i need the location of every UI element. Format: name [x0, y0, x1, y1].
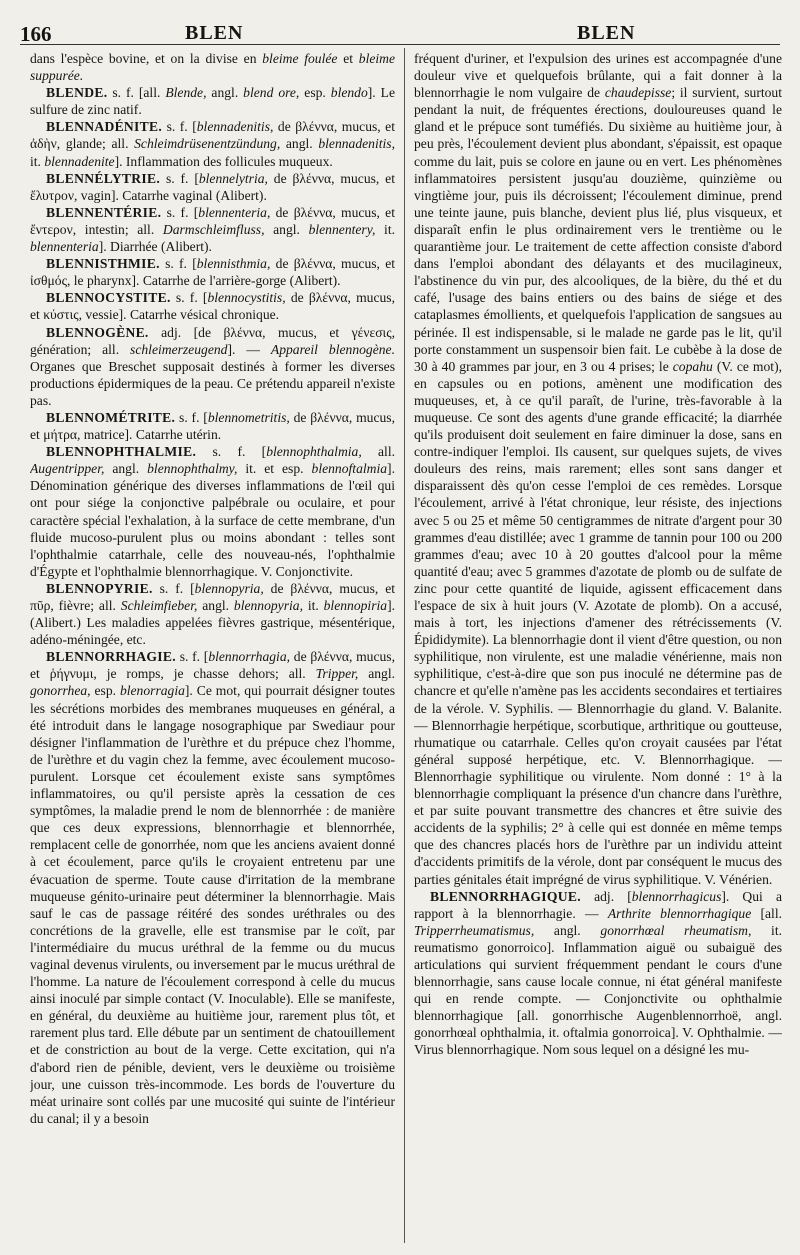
entry-italic-text: blennophthalmia, [266, 444, 362, 460]
dictionary-entry [30, 648, 395, 1127]
entry-text: it. [30, 153, 45, 169]
entry-text: ]. (Alibert.) Les maladies appelées fièvres gastrique, mésentérique, adéno-méningée, etc. [30, 598, 395, 648]
entry-text: s. f. [ [196, 444, 267, 460]
entry-italic-text: gonorrhea, [30, 683, 91, 699]
entry-text: s. f. [all. [107, 85, 166, 101]
entry-italic-text: blennisthmia, [196, 256, 271, 272]
entry-text: s. f. [ [175, 649, 209, 665]
entry-text: [all. [751, 905, 782, 921]
entry-text: de βλέννα, mucus, et πῦρ, fièvre; all. [30, 580, 395, 613]
entry-text: angl. [104, 461, 148, 477]
entry-text: s. f. [ [161, 204, 199, 220]
entry-headword: BLENNOPHTHALMIE. [46, 444, 197, 460]
entry-italic-text: blennenteria [30, 239, 99, 255]
entry-italic-text: blennorrhagia, [208, 649, 291, 665]
entry-text: angl. [534, 922, 601, 938]
entry-headword: BLENNOCYSTITE. [46, 290, 171, 306]
entry-italic-text: blennadenite [44, 153, 115, 169]
entry-italic-text: gonorrhœal rheumatism, [600, 922, 752, 938]
entry-italic-text: blennentery, [308, 221, 376, 237]
entry-text: it. [375, 221, 395, 237]
entry-italic-text: blennelytria, [198, 170, 268, 186]
entry-text: de βλέννα, mucus, et ἀδὴν, glande; all. [30, 119, 395, 152]
right-column [414, 50, 782, 1245]
entry-text: dans l'espèce bovine, et on la divise en [30, 51, 263, 66]
entry-text: s. f. [ [175, 409, 208, 425]
entry-text: de βλέννα, mucus, et μήτρα, matrice]. Catarrhe utérin. [30, 409, 395, 443]
entry-text: ]. Le sulfure de zinc natif. [30, 85, 395, 118]
entry-text: esp. [90, 683, 120, 699]
continued-paragraph [414, 50, 782, 888]
header-rule [20, 44, 780, 45]
entry-italic-text: blendo [330, 85, 368, 101]
entry-text: s. f. [ [159, 256, 197, 272]
entry-text: ]. Qui a rapport à la blennorrhagie. — [414, 888, 782, 921]
entry-italic-text: schleimerzeugend [130, 341, 228, 357]
dictionary-entry [30, 204, 395, 255]
entry-text: s. f. [ [162, 119, 197, 135]
entry-italic-text: blennopyria, [233, 598, 303, 613]
dictionary-entry [30, 255, 395, 289]
entry-italic-text: blennophthalmy, [147, 461, 238, 477]
entry-text: de βλέννα, mucus, et ἰσθμός, le pharynx]. Catarrhe de l'arrière-gorge (Alibert). [30, 256, 395, 289]
entry-italic-text: bleime foulée [262, 51, 338, 66]
entry-text: de βλέννα, mucus, et ἔντερον, intestin; all. [30, 204, 395, 237]
dictionary-entry [30, 580, 395, 648]
continued-paragraph [30, 50, 395, 84]
dictionary-entry [30, 289, 395, 323]
entry-text: Organes que Breschet supposait destinés à former les diverses productions épidermiques de la peau. Ce prétendu appareil n'existe pas. [30, 358, 395, 408]
entry-italic-text: Augentripper, [30, 461, 105, 477]
entry-italic-text: chaudepisse [604, 85, 672, 101]
entry-text: it. et esp. [237, 461, 312, 477]
entry-text: s. f. [ [170, 290, 208, 306]
entry-text: it. reumatismo gonorroico]. Inflammation aiguë ou subaiguë des articulations qui survient fréquemment pendant le cours d'une blennorrhagie, sans cause locale connue, ni état général manifeste qui en rende compte. — Conjonctivite ou ophthalmie blennorrhagique [all. gonorrhische Augenblennorrhoë, angl. gonorrhœal ophthalmia, it. oftalmia gonorroica]. V. Ophthalmie. — Virus blennorrhagique. Nom sous lequel on a désigné les mu- [414, 922, 782, 1058]
entry-headword: BLENNORRHAGIQUE. [430, 888, 581, 904]
running-head-left: BLEN [185, 22, 244, 44]
entry-headword: BLENDE. [46, 85, 108, 101]
entry-text: (V. ce mot), en capsules ou en potions, amènent une modification des muqueuses, et, à ce qu'il paraît, de l'urine, très-favorable à la muqueuse. Ce sont des agents d'une grande efficacité; la diarrhée qu'ils produisent doit seulement en faire diminuer la dose, sans en contre-indiquer l'emploi. Ils causent, sur quelques sujets, de vives douleurs des reins, mais rarement; elles sont sans danger et disparaissent dès qu'on cesse l'emploi de ces remèdes. Lorsque l'écoulement, arrivé à l'état chronique, leur résiste, des injections avec 5 ou 25 et même 50 centigrammes de nitrate d'argent pour 30 grammes d'eau distillée; avec 1 gramme de tannin pour 100 ou 200 grammes d'eau; avec 10 à 20 gouttes d'alcool pour la même quantité d'eau; avec 5 grammes d'azotate de plomb ou de sulfate de zinc pour cette quantité de liquide, agissent efficacement dans l'espace de six à huit jours (V. Azotate de plomb). On a accusé, mais à tort, les injections d'amener des rétrécissements (V. Épididymite). La blennorrhagie dont il vient d'être question, ou non syphilitique, non virulente, est une maladie vénérienne, mais non syphilitique, c'est-à-dire que son pus inoculé ne détermine pas de chancre et qu'elle n'amène pas les accidents secondaires et tertiaires de la vérole. V. Syphilis. — Blennorrhagie du gland. V. Balanite. — Blennorrhagie herpétique, scorbutique, arthritique ou goutteuse, rhumatique ou catarrhale. Celles qu'on croyait causées par l'état général supposé herpétique, etc. V. Blennorrhagique. — Blennorrhagie syphilitique ou virulente. Nom donné : 1° à la blennorrhagie compliquant la présence d'un chancre dans l'urèthre, et par suite pouvant transmettre des chancres et être suivie des accidents de la syphilis; 2° à celle qui est donnée en même temps que des chancres placés hors de l'urèthre par un individu atteint d'accidents primitifs de la vérole, dont par conséquent le mucus des parties génitales était imprégné de virus syphilitique. V. Vénérien. [414, 358, 782, 887]
dictionary-entry [30, 409, 395, 443]
entry-italic-text: Appareil blennogène. [270, 341, 395, 357]
entry-text: ]. — [227, 341, 271, 357]
page-number: 166 [20, 22, 52, 46]
entry-italic-text: blennocystitis, [207, 290, 286, 306]
entry-text: ]. Diarrhée (Alibert). [98, 239, 212, 255]
entry-text: angl. [264, 221, 309, 237]
dictionary-entry [414, 888, 782, 1059]
entry-italic-text: Arthrite blennorrhagique [607, 905, 752, 921]
entry-text: angl. [280, 136, 319, 152]
entry-headword: BLENNISTHMIE. [46, 256, 160, 272]
entry-text: de βλέννα, mucus, et κύστις, vessie]. Catarrhe vésical chronique. [30, 290, 395, 323]
entry-headword: BLENNORRHAGIE. [46, 649, 176, 665]
entry-italic-text: blennorrhagicus [631, 888, 722, 904]
entry-text: de βλέννα, mucus, et ἔλυτρον, vagin]. Catarrhe vaginal (Alibert). [30, 170, 395, 203]
dictionary-entry [30, 118, 395, 169]
entry-text: ; il survient, surtout pendant la nuit, de fréquentes érections, douloureuses quand le gland et le prépuce sont tuméfiés. Du sixième au huitième jour, à peu près, l'écoulement devient plus abondant, s'épaissit, est opaque comme du lait, puis se colore en jaune ou en vert. Les phénomènes inflammatoires persistent jusqu'au douzième, quinzième ou vingtième jour, puis ils décroissent; l'écoulement diminue, prend une teinte jaune, puis blanche, devient plus lié, plus visqueux, et disparaît enfin le plus ordinairement vers le trentième ou le quarantième jour. Le traitement de cette affection consiste d'abord dans l'emploi abondant des délayants et des mucilagineux, l'abstinence du vin pur, des alcooliques, de la bière, du thé et du café, l'usage des bains entiers ou des bains de siége et des cataplasmes émollients, et quelquefois l'application de sangsues au périnée. Il est indispensable, si le malade ne garde pas le lit, qu'il porte constamment un suspensoir bien fait. Le cubèbe à la dose de 30 à 40 grammes par jour, en 3 ou 4 prises; le [414, 85, 782, 374]
entry-italic-text: Tripper, [315, 666, 359, 682]
entry-italic-text: blennopyria, [194, 580, 264, 596]
entry-italic-text: Schleimdrüsenentzündung, [134, 136, 281, 152]
entry-italic-text: blennenteria, [198, 204, 271, 220]
entry-italic-text: Blende, [165, 85, 207, 101]
entry-italic-text: blennadenitis, [196, 119, 274, 135]
entry-text: ]. Inflammation des follicules muqueux. [114, 153, 333, 169]
running-head-right: BLEN [577, 22, 636, 44]
dictionary-entry [30, 84, 395, 118]
entry-text: adj. [ [580, 888, 632, 904]
entry-headword: BLENNOGÈNE. [46, 324, 149, 340]
entry-headword: BLENNENTÉRIE. [46, 204, 162, 220]
entry-text: et [337, 51, 359, 66]
column-divider [404, 48, 405, 1243]
entry-italic-text: blend ore, [243, 85, 300, 101]
dictionary-entry [30, 170, 395, 204]
entry-italic-text: blennadenitis, [318, 136, 395, 152]
left-column [30, 50, 395, 1245]
entry-italic-text: copahu [672, 358, 713, 374]
entry-italic-text: Darmschleimfluss, [162, 221, 265, 237]
entry-italic-text: blennoftalmia [311, 461, 388, 477]
entry-text: it. [302, 598, 324, 613]
entry-headword: BLENNOMÉTRITE. [46, 409, 176, 425]
entry-text: s. f. [ [160, 170, 199, 186]
dictionary-entry [30, 324, 395, 409]
entry-italic-text: Tripperrheumatismus, [414, 922, 535, 938]
entry-headword: BLENNOPYRIE. [46, 580, 153, 596]
entry-text: ]. Dénomination générique des diverses inflammations de l'œil qui ont pour siége la conjonctive palpébrale ou oculaire, et pour caractère spécial l'exhalation, à la surface de cette membrane, d'un fluide mucoso-purulent plus ou moins abondant : telles sont l'ophthalmie catarrhale, celle des nouveau-nés, l'ophthalmie d'Égypte et l'ophthalmie blennorrhagique. V. Conjonctivite. [30, 461, 395, 579]
entry-italic-text: bleime suppurée. [30, 51, 395, 84]
entry-headword: BLENNÉLYTRIE. [46, 170, 161, 186]
entry-text: adj. [de βλέννα, mucus, et γένεσις, génération; all. [30, 324, 395, 357]
entry-text: angl. [358, 666, 395, 682]
entry-italic-text: blennometritis, [207, 409, 290, 425]
entry-text: s. f. [ [152, 580, 195, 596]
entry-text: esp. [299, 85, 331, 101]
entry-headword: BLENNADÉNITE. [46, 119, 163, 135]
dictionary-entry [30, 443, 395, 580]
entry-italic-text: blennopiria [323, 598, 388, 613]
page-header [20, 20, 780, 50]
entry-text: all. [361, 444, 395, 460]
entry-text: angl. [197, 598, 234, 613]
entry-text: fréquent d'uriner, et l'expulsion des urines est accompagnée d'une douleur vive et quelquefois brûlante, qui a fait donner à la blennorrhagie le nom vulgaire de [414, 51, 782, 101]
entry-text: de βλέννα, mucus, et ῥήγνυμι, je romps, je chasse dehors; all. [30, 649, 395, 682]
entry-italic-text: blenorragia [119, 683, 185, 699]
entry-italic-text: Schleimfieber, [120, 598, 198, 613]
entry-text: ]. Ce mot, qui pourrait désigner toutes les sécrétions morbides des membranes muqueuses en général, a été introduit dans le langage nosographique par Swediaur pour désigner l'inflammation de l'urèthre et du prépuce chez l'homme, de l'urèthre et du vagin chez la femme, avec écoulement mucoso-purulent. Lorsque cet écoulement existe sans symptômes inflammatoires, ou qu'il persiste après la cessation de ces symptômes, la maladie prend le nom de blennorrhée : de manière que ces deux expressions, blennorrhagie et blennorrhée, remplacent celle de gonorrhée, nom que les anciens avaient donné à cet écoulement, parce qu'ils le croyaient entretenu par une évacuation de sperme. Toute cause d'irritation de la membrane muqueuse génito-urinaire peut déterminer la blennorrhagie. Mais sauf le cas de passage réitéré des sondes uréthrales ou des concrétions de la gravelle, elle est transmise par le coït, par l'intermédiaire du mucus uréthral de la femme ou du mucus vaginal devenus virulents, ou inversement par le mucus uréthral de l'homme. La nature de l'écoulement correspond à celle du mucus ainsi inoculé par simple contact (V. Inoculable). Elle se manifeste, en général, du deuxième au huitième jour, rarement plus tôt, et rarement plus tard. Elle débute par un sentiment de chatouillement et de constriction au bout de la verge. Cette excitation, qui n'a d'abord rien de pénible, devient, vers le deuxième ou troisième jour, une cuisson très-incommode. Les bords de l'ouverture du méat urinaire sont collés par une mucosité qui suinte de l'intérieur du canal; il y a besoin [30, 683, 395, 1126]
entry-text: angl. [206, 85, 244, 101]
